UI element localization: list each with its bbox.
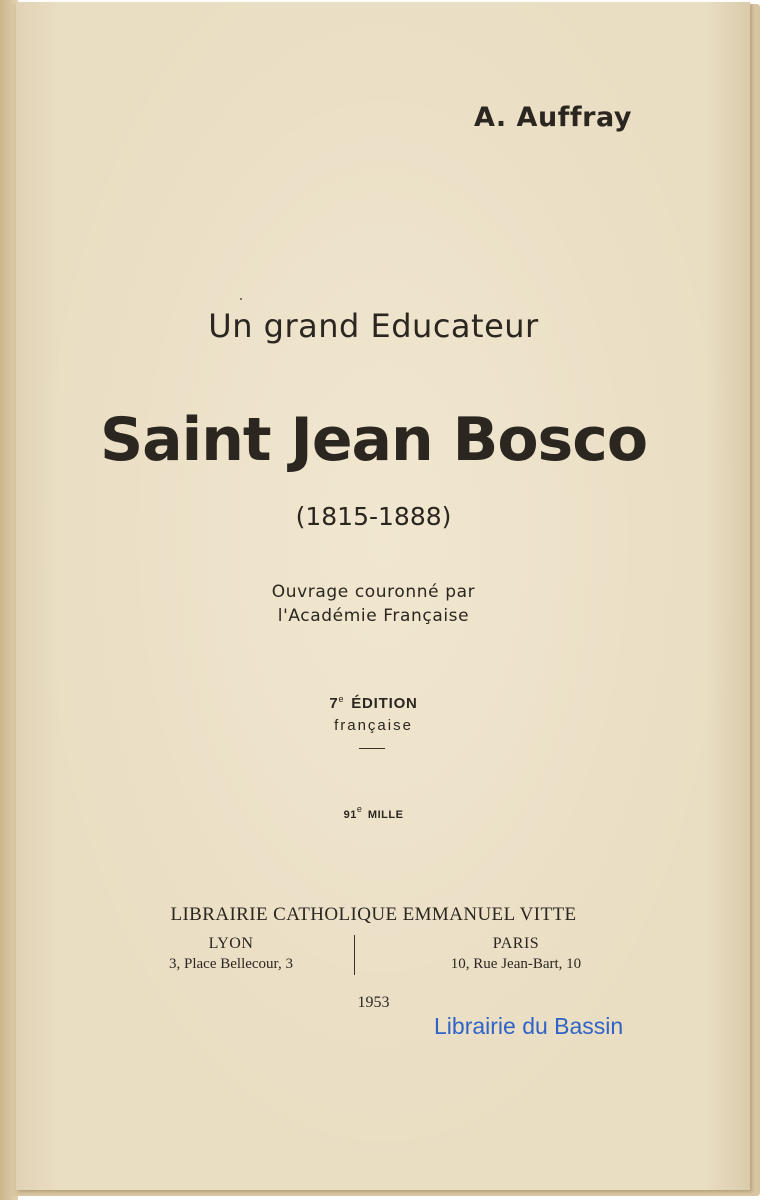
paris-city: PARIS bbox=[492, 935, 540, 952]
title-page bbox=[16, 2, 750, 1190]
edition-line bbox=[16, 694, 731, 712]
edition-suffix: e bbox=[338, 694, 345, 704]
paris-address: 10, Rue Jean-Bart, 10 bbox=[450, 956, 582, 972]
edition-rule bbox=[359, 748, 385, 749]
award-line-2: l'Académie Française bbox=[277, 606, 470, 626]
publisher-name: LIBRAIRIE CATHOLIQUE EMMANUEL VITTE bbox=[170, 904, 577, 925]
book-subtitle: Un grand Educateur bbox=[208, 307, 539, 345]
mille-number: 91 bbox=[343, 809, 357, 821]
book-title: Saint Jean Bosco bbox=[99, 405, 648, 475]
edition-label: ÉDITION bbox=[351, 695, 418, 712]
lyon-city: LYON bbox=[208, 935, 254, 952]
paper-speck bbox=[240, 298, 242, 300]
publication-year: 1953 bbox=[357, 994, 390, 1011]
life-dates: (1815-1888) bbox=[295, 502, 452, 531]
mille-label: MILLE bbox=[367, 809, 404, 821]
edition-number: 7 bbox=[329, 695, 339, 712]
award-line-1: Ouvrage couronné par bbox=[271, 582, 476, 602]
bookseller-watermark: Librairie du Bassin bbox=[434, 1013, 624, 1039]
print-run-line bbox=[16, 804, 731, 821]
edition-language: française bbox=[334, 717, 413, 734]
lyon-address: 3, Place Bellecour, 3 bbox=[169, 956, 293, 972]
author-name: A. Auffray bbox=[474, 102, 632, 133]
mille-suffix: e bbox=[356, 804, 363, 814]
address-divider bbox=[354, 935, 355, 975]
